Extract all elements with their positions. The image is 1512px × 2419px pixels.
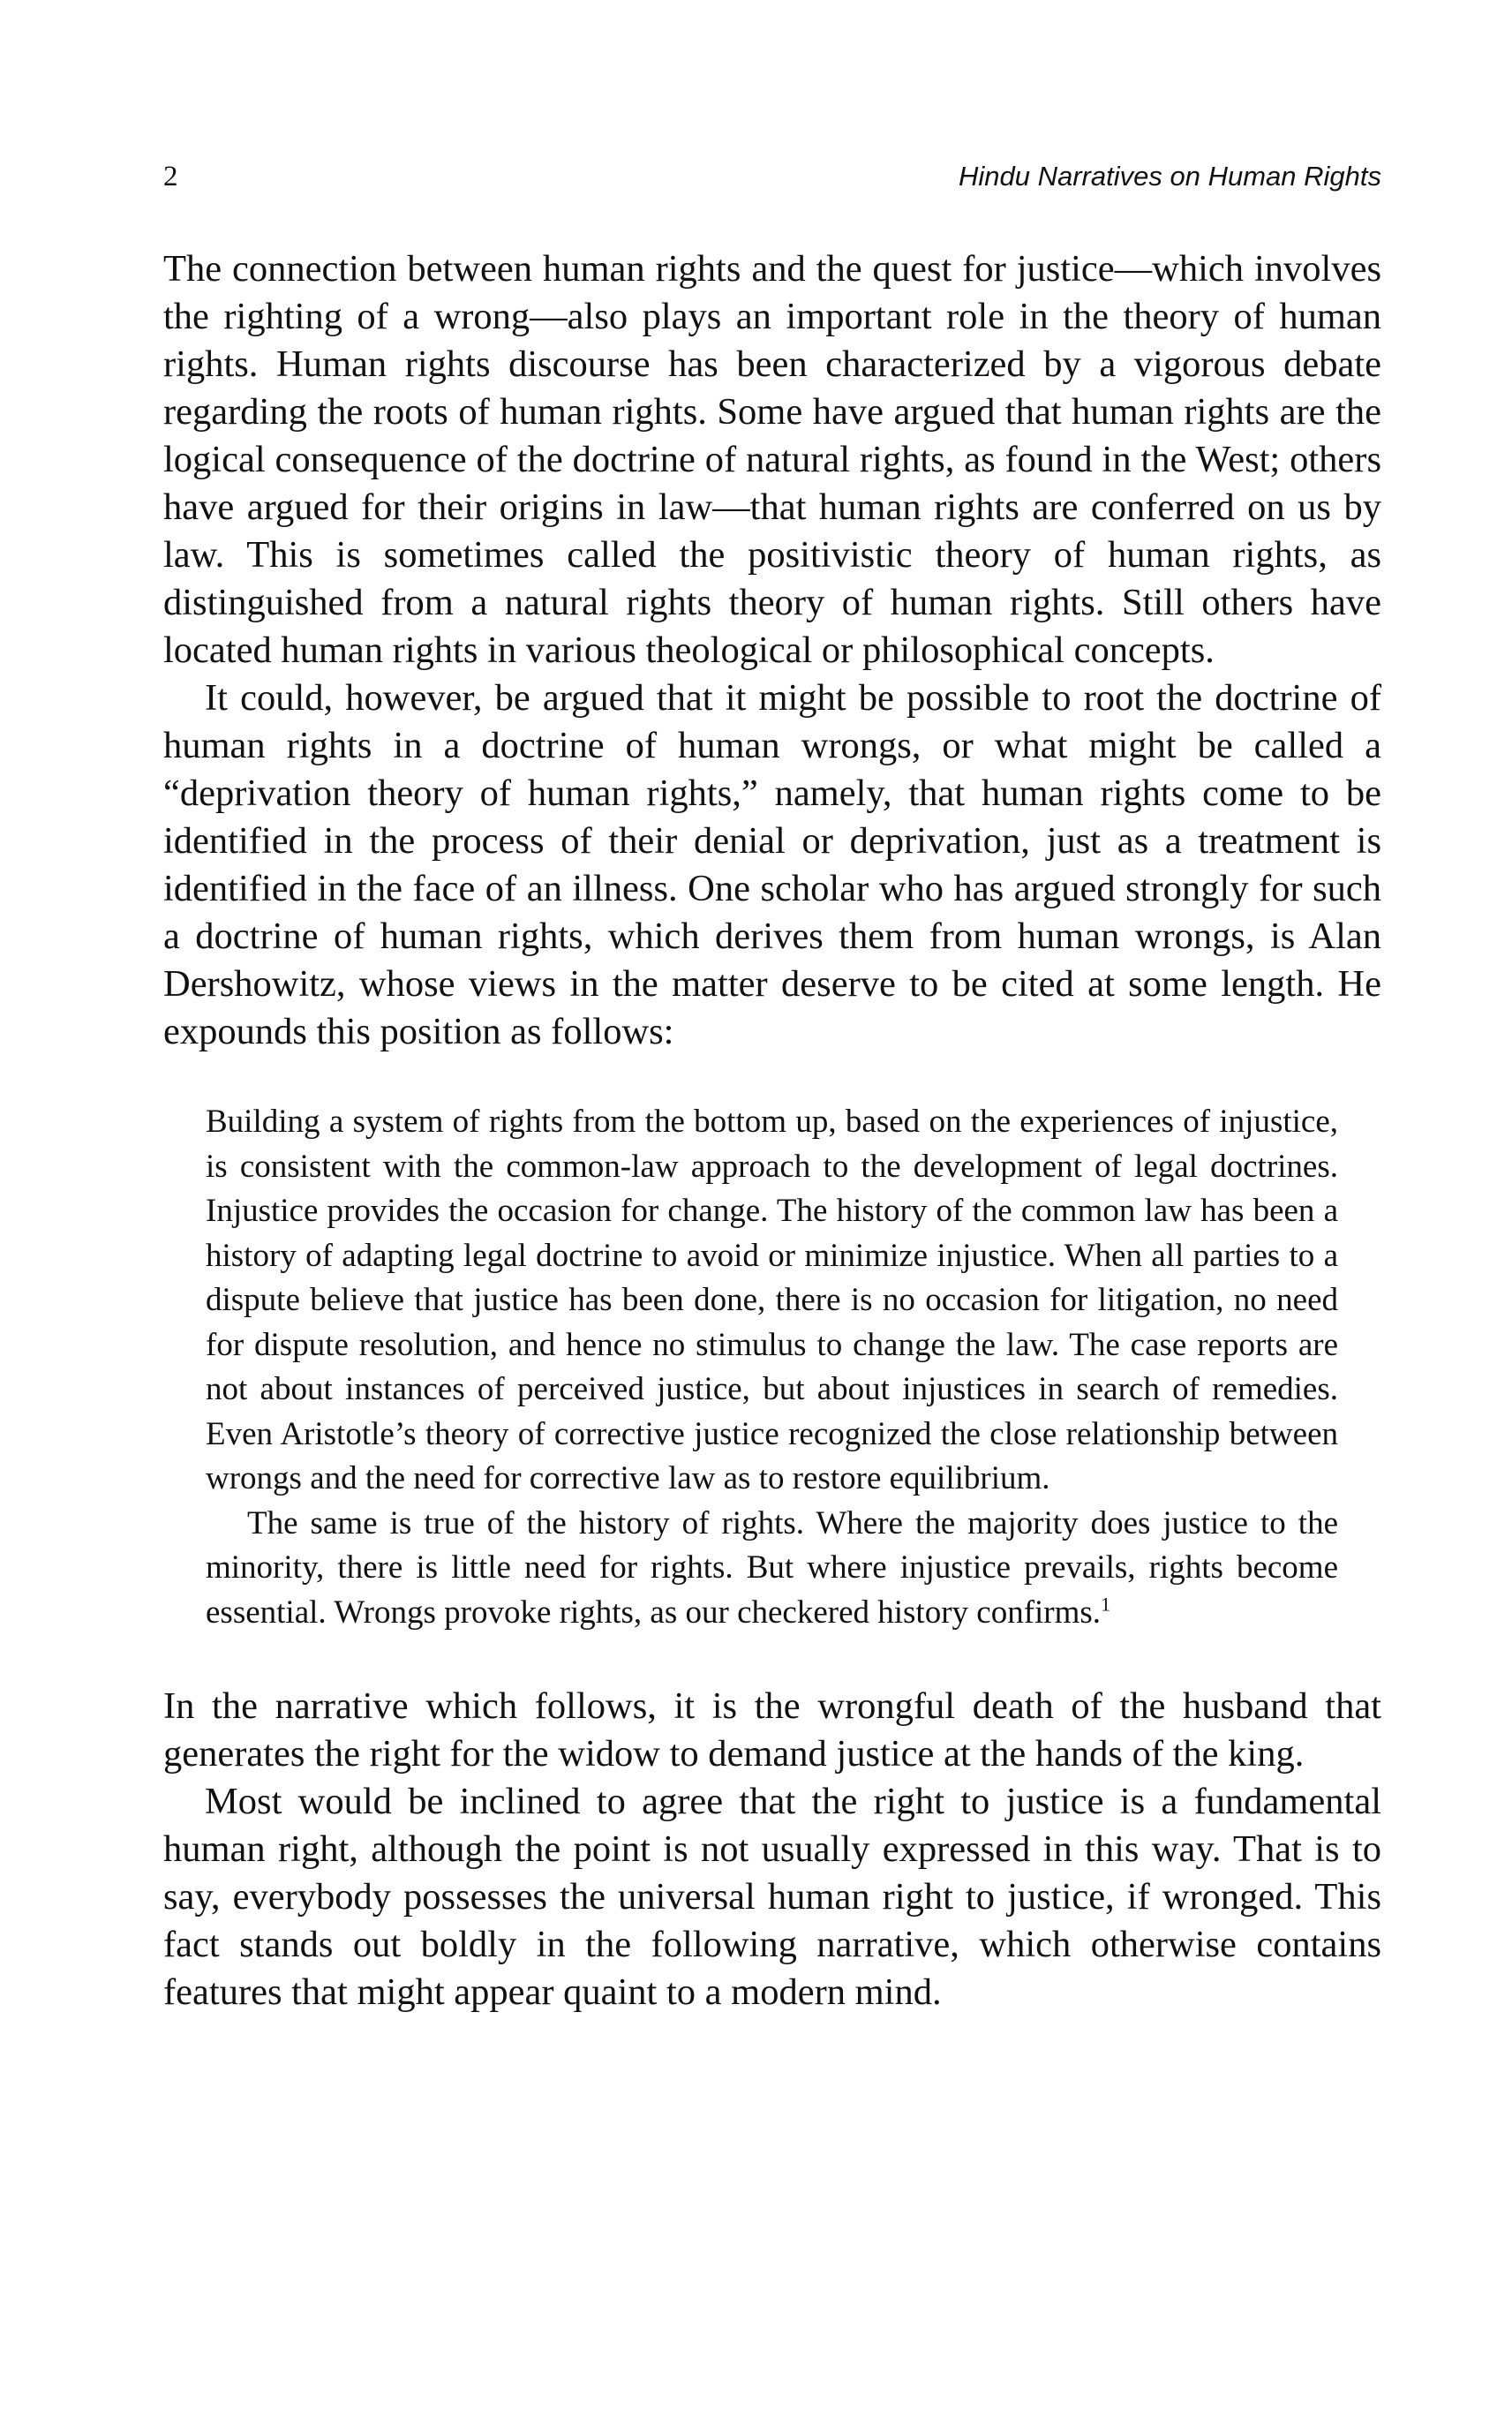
book-page [163, 150, 1381, 2016]
running-head [163, 150, 1381, 203]
quote-paragraph-1: Building a system of rights from the bottom up, based on the experiences of injustice, is consistent with the common-law approach to the development of legal doctrines. Injustice provides the occasion for change. The history of the common law has been a history of adapting legal doctrine to avoid or minimize injustice. When all parties to a dispute believe that justice has been done, there is no occasion for litigation, no need for dispute resolution, and hence no stimulus to change the law. The case reports are not about instances of perceived justice, but about injustices in search of remedies. Even Aristotle’s theory of corrective justice recognized the close relationship between wrongs and the need for corrective law as to restore equilibrium. [206, 1104, 1338, 1496]
paragraph-3: In the narrative which follows, it is the wrongful death of the husband that generates the right for the widow to demand justice at the hands of the king. [163, 1685, 1381, 1775]
footnote-reference[interactable]: 1 [1101, 1593, 1111, 1616]
block-quote [206, 1100, 1338, 1635]
body-text [163, 245, 1381, 2016]
quote-paragraph-2-text: The same is true of the history of rights. Where the majority does justice to the minority, there is little need for rights. But where injustice prevails, rights become essential. Wrongs provoke rights, as our checkered history confirms. [206, 1504, 1338, 1631]
quote-paragraph-2 [206, 1502, 1338, 1636]
paragraph-2: It could, however, be argued that it might be possible to root the doctrine of human rights in a doctrine of human wrongs, or what might be called a “deprivation theory of human rights,” namely, that human rights come to be identified in the process of their denial or deprivation, just as a treatment is identified in the face of an illness. One scholar who has argued strongly for such a doctrine of human rights, which derives them from human wrongs, is Alan Dershowitz, whose views in the matter deserve to be cited at some length. He expounds this position as follows: [163, 677, 1381, 1052]
page-number: 2 [163, 161, 178, 192]
running-title: Hindu Narratives on Human Rights [959, 161, 1381, 192]
paragraph-1: The connection between human rights and the quest for justice—which involves the righting of a wrong—also plays an important role in the theory of human rights. Human rights discourse has been characterized by a vigorous debate regarding the roots of human rights. Some have argued that human rights are the logical consequence of the doctrine of natural rights, as found in the West; others have argued for their origins in law—that human rights are conferred on us by law. This is sometimes called the positivistic theory of human rights, as distinguished from a natural rights theory of human rights. Still others have located human rights in various theological or philosophical concepts. [163, 248, 1381, 671]
paragraph-4: Most would be inclined to agree that the right to justice is a fundamental human right, although the point is not usually expressed in this way. That is to say, everybody possesses the universal human right to justice, if wronged. This fact stands out boldly in the following narrative, which otherwise contains features that might appear quaint to a modern mind. [163, 1781, 1381, 2013]
